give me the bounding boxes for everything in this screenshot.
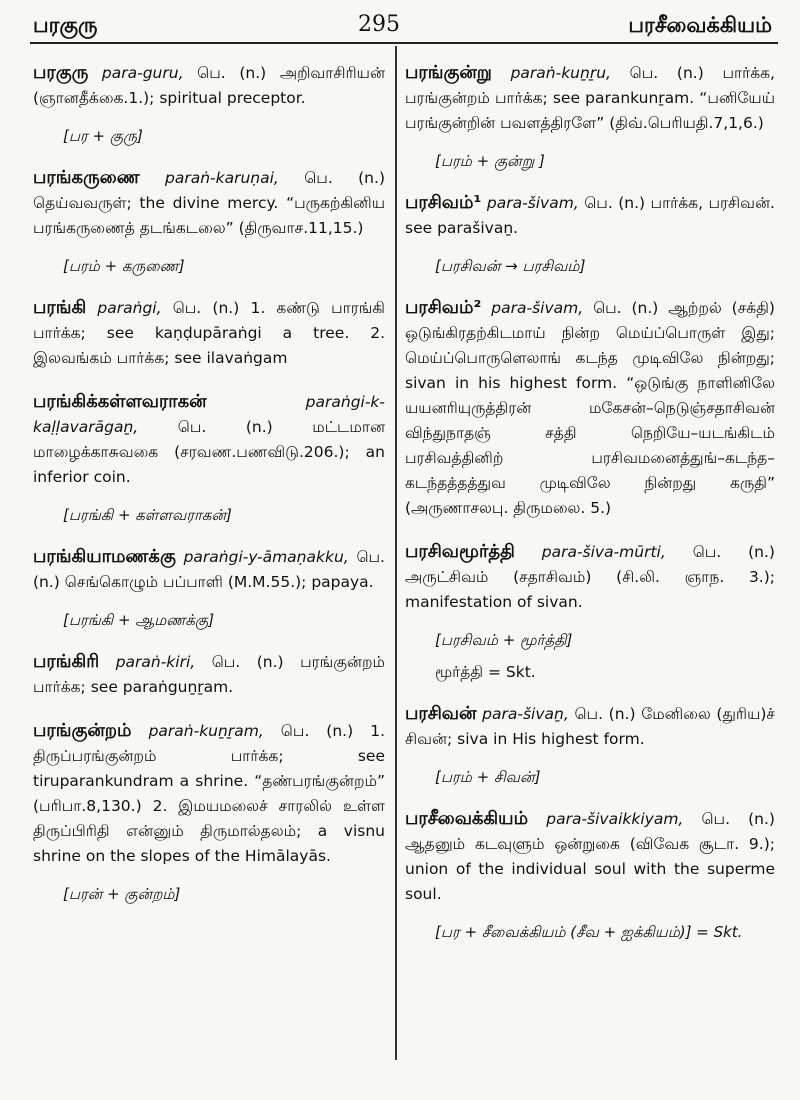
definition: பார்க்க, பரங்குன்றம் பார்க்க; see parankunṟam. “பனியேய் பரங்குன்றின் பவளத்திரளே” (திவ்.பெரியதி.7,1,6.) <box>405 64 775 132</box>
transliteration: para-šiva-mūrti, <box>541 543 666 561</box>
definition: அறிவாசிரியன் (ஞானதீக்கை.1.); spiritual preceptor. <box>33 64 385 107</box>
definition: 1. திருப்பரங்குன்றம் பார்க்க; see tiruparankundram a shrine. “தண்பரங்குன்றம்” (பரிபா.8,130.) 2. இமயமலைச் சாரலில் உள்ள திருப்பிரிதி என்னும் திருமால்தலம்; a visnu shrine on the slopes of the Himālayās. <box>33 722 385 865</box>
headword: பரசிவன் <box>405 703 477 724</box>
page-number: 295 <box>358 12 400 37</box>
entry-parankunru <box>405 60 775 172</box>
headword: பரங்கிரி <box>33 651 100 672</box>
headword: பரங்குன்றம் <box>33 720 132 741</box>
etymology: [பரம் + குன்று ] <box>435 152 545 170</box>
headword: பரங்கிக்கள்ளவராகன் <box>33 391 207 412</box>
grammar-tag: பெ. (n.) <box>584 194 646 212</box>
definition: ஆதனும் கடவுளும் ஒன்றுகை (விவேக சூடா. 9.); union of the individual soul with the superme soul. <box>405 835 775 903</box>
entry-paraguru <box>33 60 385 147</box>
definition: பார்க்க, பரசிவன். see parašivaṉ. <box>405 194 775 237</box>
headword: பரங்கருணை <box>33 167 140 188</box>
sanskrit-note: மூர்த்தி = Skt. <box>435 663 536 681</box>
entry-parangiyamanakku <box>33 544 385 631</box>
etymology: [பரன் + குன்றம்] <box>63 885 181 903</box>
transliteration: paraṅ-kuṉṟam, <box>148 722 264 740</box>
transliteration: paraṅ-kuṉṟu, <box>510 64 611 82</box>
etymology: [பர + சீவைக்கியம் (சீவ + ஐக்கியம்)] = Skt. <box>435 923 743 941</box>
etymology: [பரசிவன் → பரசிவம்] <box>435 257 586 275</box>
etymology: [பரங்கி + ஆமணக்கு] <box>63 611 215 629</box>
grammar-tag: பெ. (n.) <box>629 64 704 82</box>
transliteration: paraṅgi-y-āmaṇakku, <box>183 548 349 566</box>
entry-parasivam-2 <box>405 295 775 521</box>
transliteration: paraṅgi, <box>97 299 162 317</box>
etymology: [பர + குரு] <box>63 127 143 145</box>
definition: அருட்சிவம் (சதாசிவம்) (சி.லி. ஞாந. 3.); manifestation of sivan. <box>405 568 775 611</box>
grammar-tag: பெ. (n.) <box>280 722 354 740</box>
headword: பரங்கி <box>33 297 87 318</box>
definition: பரங்குன்றம் பார்க்க; see paraṅguṉṟam. <box>33 653 385 696</box>
etymology: [பரங்கி + கள்ளவராகன்] <box>63 506 232 524</box>
entry-parangikkallavaragan <box>33 389 385 526</box>
transliteration: paraṅ-kiri, <box>115 653 196 671</box>
entry-parankarunai <box>33 165 385 277</box>
grammar-tag: பெ. (n.) <box>304 169 385 187</box>
definition: செங்கொழும் பப்பாளி (M.M.55.); papaya. <box>64 573 374 591</box>
transliteration: para-šivam, <box>491 299 584 317</box>
running-head-left: பரகுரு <box>33 13 98 37</box>
entry-parasivan <box>405 701 775 788</box>
definition: தெய்வவருள்; the divine mercy. “பருகற்கினிய பரங்கருணைத் தடங்கடலை” (திருவாச.11,15.) <box>33 194 385 237</box>
right-column <box>405 60 775 961</box>
running-head-right: பரசீவைக்கியம் <box>628 13 772 37</box>
headword: பரங்குன்று <box>405 62 492 83</box>
transliteration: paraṅ-karuṇai, <box>164 169 279 187</box>
grammar-tag: பெ. (n.) <box>593 299 659 317</box>
headword: பரகுரு <box>33 62 89 83</box>
headword: பரசிவம்¹ <box>405 192 482 213</box>
transliteration: paraṅgi-k-kaḷḷavarāgaṉ, <box>33 393 385 436</box>
grammar-tag: பெ. (n.) <box>33 548 385 591</box>
etymology: [பரசிவம் + மூர்த்தி] <box>435 631 573 649</box>
transliteration: para-šivam, <box>486 194 579 212</box>
entry-parankiri <box>33 649 385 700</box>
column-divider <box>395 46 397 1060</box>
header-rule <box>30 42 778 44</box>
headword: பரங்கியாமணக்கு <box>33 546 176 567</box>
grammar-tag: பெ. (n.) <box>692 543 775 561</box>
grammar-tag: பெ. (n.) <box>574 705 636 723</box>
definition: ஆற்றல் (சக்தி) ஒடுங்கிரதற்கிடமாய் நின்ற மெய்ப்பொருள் இது; மெய்ப்பொருளெலாங் கடந்த முடிவிலே நின்றது; sivan in his highest form. “ஒடுங்கு நாளினிலே யயனரியுருத்திரன் மகேசன்–நெடுஞ்சதாசிவன் விந்துநாதஞ் சத்தி நெறியே–யடங்கிடம் பரசிவத்தினிற் பரசிவமனைத்துங்–கடந்த–கடந்தத்தத்துவ முடிவிலே நின்றது கருதி” (அருணாசலபு. திருமலை. 5.) <box>405 299 775 517</box>
grammar-tag: பெ. (n.) <box>177 418 273 436</box>
entry-parankunram <box>33 718 385 905</box>
headword: பரசிவம்² <box>405 297 482 318</box>
etymology: [பரம் + கருணை] <box>63 257 185 275</box>
definition: 1. கண்டு பாரங்கி பார்க்க; see kaṇḍupāraṅgi a tree. 2. இலவங்கம் பார்க்க; see ilavaṅgam <box>33 299 385 367</box>
definition: மேனிலை (துரிய)ச் சிவன்; siva in His highest form. <box>405 705 775 748</box>
headword: பரசீவைக்கியம் <box>405 808 529 829</box>
grammar-tag: பெ. (n.) <box>172 299 240 317</box>
grammar-tag: பெ. (n.) <box>701 810 775 828</box>
entry-parasivamurti <box>405 539 775 683</box>
left-column <box>33 60 385 923</box>
transliteration: para-šivaṉ, <box>482 705 569 723</box>
etymology: [பரம் + சிவன்] <box>435 768 541 786</box>
transliteration: para-guru, <box>101 64 184 82</box>
grammar-tag: பெ. (n.) <box>197 64 267 82</box>
grammar-tag: பெ. (n.) <box>211 653 284 671</box>
headword: பரசிவமூர்த்தி <box>405 541 515 562</box>
entry-parasivam-1 <box>405 190 775 277</box>
transliteration: para-šivaikkiyam, <box>546 810 684 828</box>
definition: மட்டமான மாழைக்காசுவகை (சரவண.பணவிடு.206.); an inferior coin. <box>33 418 385 486</box>
entry-parasivaikkiyam <box>405 806 775 943</box>
entry-parangi <box>33 295 385 371</box>
